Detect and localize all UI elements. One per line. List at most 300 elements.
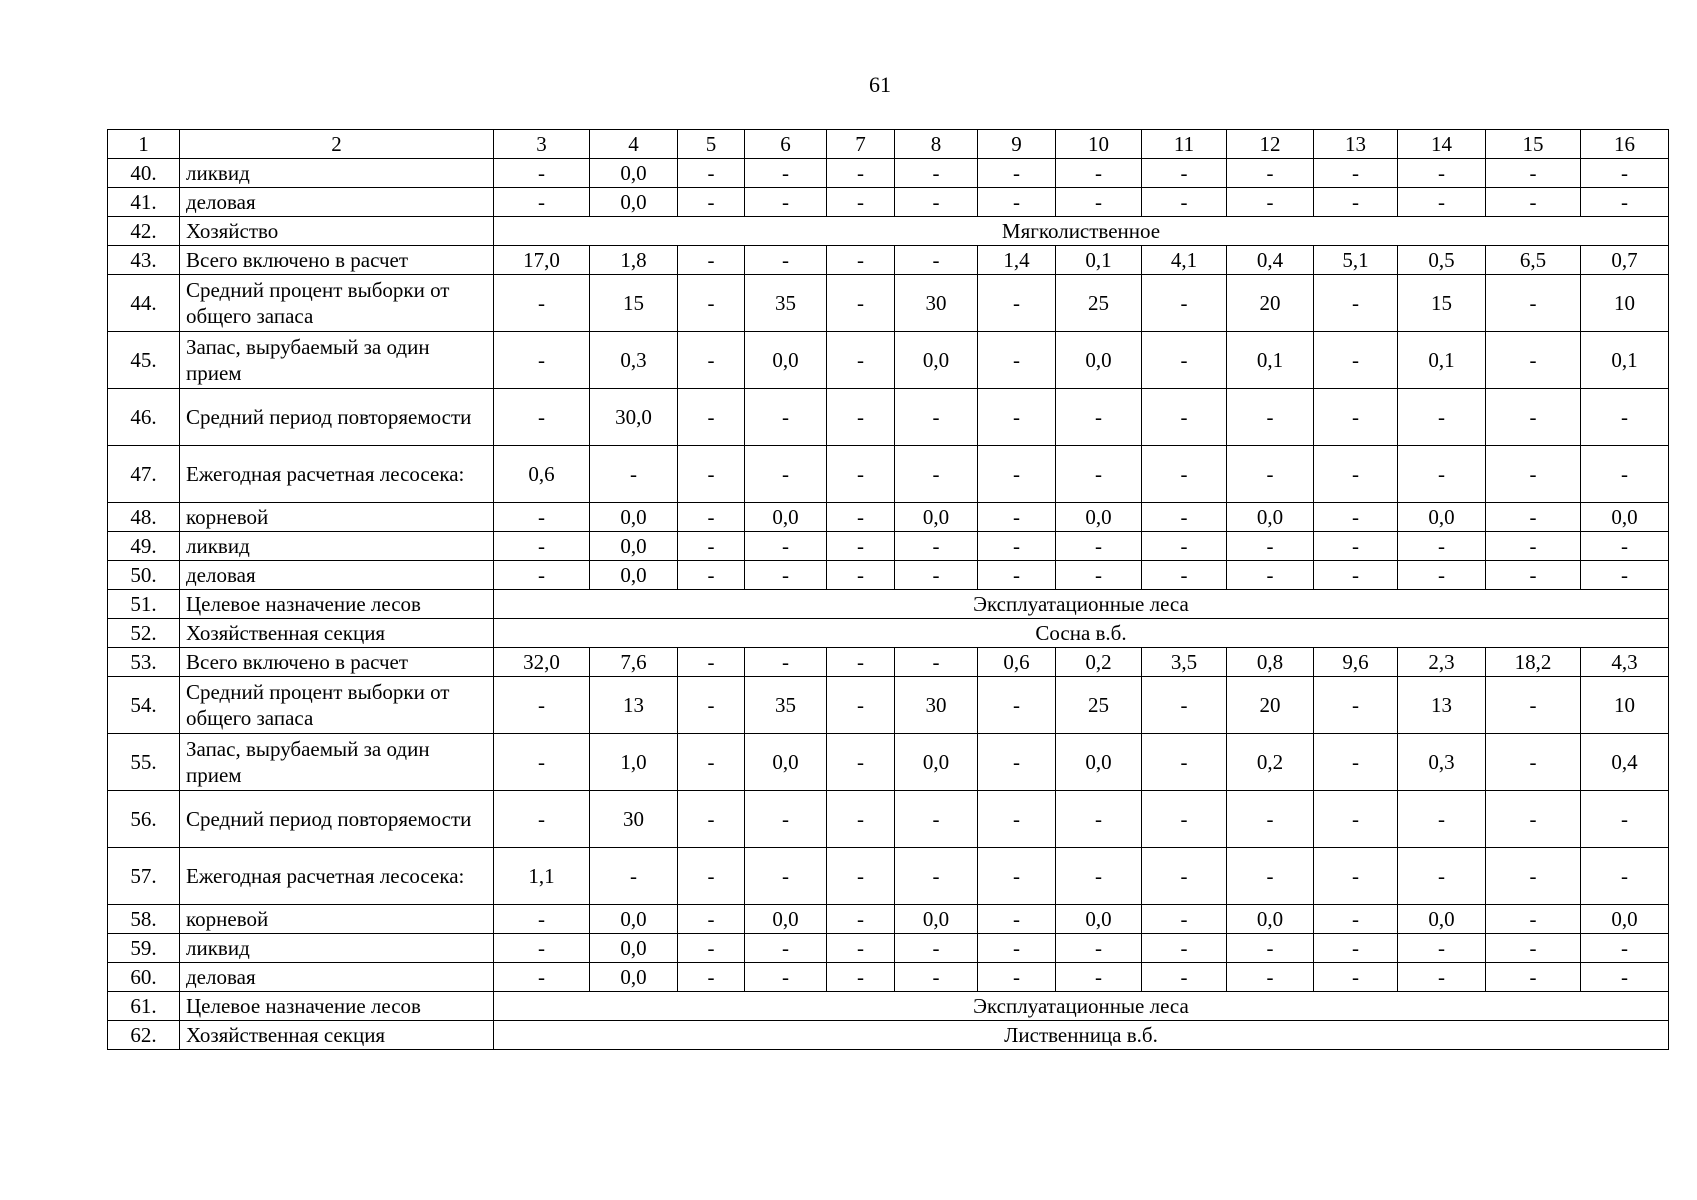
value-cell: 0,0	[590, 963, 678, 992]
value-cell: -	[1314, 561, 1398, 590]
column-number-cell: 8	[895, 130, 978, 159]
value-cell: -	[678, 791, 745, 848]
row-number-cell: 48.	[108, 503, 180, 532]
value-cell: 0,0	[590, 503, 678, 532]
value-cell: 17,0	[494, 246, 590, 275]
row-number-cell: 41.	[108, 188, 180, 217]
table-row	[108, 332, 1669, 389]
row-number-cell: 57.	[108, 848, 180, 905]
value-cell: -	[494, 734, 590, 791]
value-cell: -	[1486, 446, 1581, 503]
value-cell: -	[1314, 532, 1398, 561]
page-number: 61	[869, 72, 891, 97]
value-cell: 1,8	[590, 246, 678, 275]
value-cell: -	[494, 677, 590, 734]
section-header-row	[108, 590, 1669, 619]
value-cell: -	[1056, 561, 1142, 590]
value-cell: 0,0	[745, 332, 827, 389]
value-cell: 10	[1581, 275, 1669, 332]
value-cell: -	[1142, 848, 1227, 905]
value-cell: -	[827, 791, 895, 848]
row-number-cell: 54.	[108, 677, 180, 734]
value-cell: 9,6	[1314, 648, 1398, 677]
row-label-cell: Средний процент выборки от общего запаса	[180, 275, 494, 332]
value-cell: -	[978, 677, 1056, 734]
value-cell: -	[1056, 389, 1142, 446]
row-label-cell: корневой	[180, 503, 494, 532]
value-cell: -	[1314, 159, 1398, 188]
value-cell: 0,5	[1398, 246, 1486, 275]
table-row	[108, 734, 1669, 791]
row-label-cell: Целевое назначение лесов	[180, 992, 494, 1021]
row-label-cell: деловая	[180, 561, 494, 590]
value-cell: -	[1398, 561, 1486, 590]
table-row	[108, 532, 1669, 561]
table-row	[108, 677, 1669, 734]
value-cell: -	[1398, 963, 1486, 992]
row-number-cell: 49.	[108, 532, 180, 561]
row-number-cell: 46.	[108, 389, 180, 446]
value-cell: 35	[745, 275, 827, 332]
value-cell: -	[1486, 503, 1581, 532]
value-cell: -	[678, 848, 745, 905]
value-cell: 0,0	[590, 934, 678, 963]
section-value-cell: Сосна в.б.	[494, 619, 1669, 648]
value-cell: -	[1142, 791, 1227, 848]
value-cell: 0,0	[1056, 734, 1142, 791]
column-number-cell: 15	[1486, 130, 1581, 159]
row-number-cell: 61.	[108, 992, 180, 1021]
column-number-cell: 10	[1056, 130, 1142, 159]
value-cell: -	[1227, 446, 1314, 503]
value-cell: -	[978, 934, 1056, 963]
value-cell: -	[978, 848, 1056, 905]
value-cell: -	[1056, 446, 1142, 503]
value-cell: 1,4	[978, 246, 1056, 275]
value-cell: -	[978, 332, 1056, 389]
value-cell: -	[978, 734, 1056, 791]
value-cell: -	[1398, 188, 1486, 217]
column-number-cell: 1	[108, 130, 180, 159]
value-cell: 20	[1227, 275, 1314, 332]
value-cell: -	[1581, 159, 1669, 188]
value-cell: -	[1486, 848, 1581, 905]
value-cell: 0,0	[1056, 905, 1142, 934]
column-number-cell: 6	[745, 130, 827, 159]
value-cell: 0,0	[895, 905, 978, 934]
value-cell: -	[1142, 734, 1227, 791]
value-cell: -	[1486, 275, 1581, 332]
value-cell: 1,0	[590, 734, 678, 791]
table-row	[108, 188, 1669, 217]
value-cell: -	[1227, 188, 1314, 217]
table-row	[108, 963, 1669, 992]
value-cell: -	[978, 389, 1056, 446]
value-cell: -	[678, 561, 745, 590]
value-cell: -	[678, 963, 745, 992]
value-cell: 0,2	[1056, 648, 1142, 677]
value-cell: -	[895, 934, 978, 963]
value-cell: -	[1142, 332, 1227, 389]
value-cell: -	[1227, 791, 1314, 848]
value-cell: 0,0	[895, 734, 978, 791]
value-cell: -	[1227, 159, 1314, 188]
value-cell: -	[1398, 159, 1486, 188]
column-number-cell: 3	[494, 130, 590, 159]
value-cell: 0,0	[745, 734, 827, 791]
value-cell: -	[1314, 188, 1398, 217]
column-number-cell: 12	[1227, 130, 1314, 159]
value-cell: -	[745, 934, 827, 963]
value-cell: 0,0	[1227, 503, 1314, 532]
value-cell: -	[1056, 532, 1142, 561]
value-cell: 5,1	[1314, 246, 1398, 275]
value-cell: -	[827, 275, 895, 332]
value-cell: -	[895, 532, 978, 561]
row-number-cell: 44.	[108, 275, 180, 332]
value-cell: -	[895, 246, 978, 275]
column-number-cell: 2	[180, 130, 494, 159]
value-cell: -	[1056, 188, 1142, 217]
value-cell: 1,1	[494, 848, 590, 905]
value-cell: 0,1	[1227, 332, 1314, 389]
value-cell: -	[1227, 532, 1314, 561]
row-label-cell: ликвид	[180, 159, 494, 188]
value-cell: -	[1581, 389, 1669, 446]
table-row	[108, 791, 1669, 848]
value-cell: -	[1398, 934, 1486, 963]
value-cell: -	[745, 791, 827, 848]
table-row	[108, 389, 1669, 446]
value-cell: -	[590, 848, 678, 905]
value-cell: 0,0	[1581, 905, 1669, 934]
column-number-cell: 13	[1314, 130, 1398, 159]
column-number-header-row	[108, 130, 1669, 159]
column-number-cell: 11	[1142, 130, 1227, 159]
value-cell: -	[827, 677, 895, 734]
value-cell: -	[1142, 677, 1227, 734]
value-cell: -	[827, 648, 895, 677]
value-cell: -	[978, 532, 1056, 561]
value-cell: -	[1314, 734, 1398, 791]
forest-data-table	[107, 129, 1669, 1050]
value-cell: 0,0	[1056, 332, 1142, 389]
value-cell: -	[494, 791, 590, 848]
row-number-cell: 50.	[108, 561, 180, 590]
value-cell: -	[895, 159, 978, 188]
row-number-cell: 45.	[108, 332, 180, 389]
value-cell: 10	[1581, 677, 1669, 734]
value-cell: 0,0	[1581, 503, 1669, 532]
value-cell: -	[1486, 159, 1581, 188]
row-number-cell: 60.	[108, 963, 180, 992]
value-cell: -	[1314, 677, 1398, 734]
section-value-cell: Эксплуатационные леса	[494, 992, 1669, 1021]
value-cell: -	[745, 246, 827, 275]
value-cell: -	[1314, 934, 1398, 963]
value-cell: -	[678, 389, 745, 446]
value-cell: 30	[895, 677, 978, 734]
row-number-cell: 43.	[108, 246, 180, 275]
column-number-cell: 7	[827, 130, 895, 159]
section-header-row	[108, 217, 1669, 246]
value-cell: -	[1581, 848, 1669, 905]
value-cell: -	[678, 188, 745, 217]
value-cell: 7,6	[590, 648, 678, 677]
value-cell: -	[678, 446, 745, 503]
value-cell: 0,0	[1056, 503, 1142, 532]
row-label-cell: Средний период повторяемости	[180, 389, 494, 446]
value-cell: -	[1398, 791, 1486, 848]
value-cell: -	[978, 446, 1056, 503]
value-cell: -	[895, 648, 978, 677]
value-cell: 32,0	[494, 648, 590, 677]
value-cell: -	[1314, 275, 1398, 332]
value-cell: -	[678, 905, 745, 934]
value-cell: -	[1142, 934, 1227, 963]
value-cell: 0,4	[1227, 246, 1314, 275]
value-cell: -	[1581, 446, 1669, 503]
table-row	[108, 648, 1669, 677]
table-row	[108, 503, 1669, 532]
section-header-row	[108, 619, 1669, 648]
row-label-cell: Хозяйственная секция	[180, 619, 494, 648]
row-label-cell: корневой	[180, 905, 494, 934]
row-number-cell: 59.	[108, 934, 180, 963]
value-cell: -	[827, 159, 895, 188]
value-cell: 15	[590, 275, 678, 332]
value-cell: 0,0	[1398, 905, 1486, 934]
value-cell: -	[494, 275, 590, 332]
row-number-cell: 51.	[108, 590, 180, 619]
value-cell: -	[1227, 848, 1314, 905]
value-cell: -	[1056, 159, 1142, 188]
row-label-cell: Всего включено в расчет	[180, 648, 494, 677]
value-cell: -	[1314, 446, 1398, 503]
value-cell: -	[1486, 905, 1581, 934]
row-label-cell: Хозяйственная секция	[180, 1021, 494, 1050]
value-cell: 0,0	[895, 503, 978, 532]
row-label-cell: Ежегодная расчетная лесосека:	[180, 446, 494, 503]
value-cell: -	[978, 905, 1056, 934]
column-number-cell: 5	[678, 130, 745, 159]
section-value-cell: Мягколиственное	[494, 217, 1669, 246]
row-label-cell: деловая	[180, 963, 494, 992]
value-cell: -	[1581, 963, 1669, 992]
value-cell: -	[494, 332, 590, 389]
value-cell: -	[978, 188, 1056, 217]
value-cell: -	[1581, 791, 1669, 848]
value-cell: -	[827, 446, 895, 503]
value-cell: 0,0	[590, 159, 678, 188]
value-cell: -	[1314, 905, 1398, 934]
row-label-cell: Всего включено в расчет	[180, 246, 494, 275]
value-cell: -	[1486, 532, 1581, 561]
value-cell: -	[745, 446, 827, 503]
row-label-cell: Средний период повторяемости	[180, 791, 494, 848]
value-cell: -	[1486, 734, 1581, 791]
row-label-cell: ликвид	[180, 532, 494, 561]
value-cell: -	[678, 332, 745, 389]
value-cell: -	[1142, 503, 1227, 532]
value-cell: -	[1142, 446, 1227, 503]
value-cell: 0,0	[895, 332, 978, 389]
row-label-cell: Запас, вырубаемый за один прием	[180, 734, 494, 791]
value-cell: -	[494, 934, 590, 963]
value-cell: -	[590, 446, 678, 503]
value-cell: -	[1142, 159, 1227, 188]
value-cell: -	[745, 963, 827, 992]
value-cell: -	[1314, 791, 1398, 848]
value-cell: -	[1314, 503, 1398, 532]
section-header-row	[108, 1021, 1669, 1050]
value-cell: -	[895, 389, 978, 446]
value-cell: 35	[745, 677, 827, 734]
value-cell: -	[1056, 934, 1142, 963]
row-number-cell: 52.	[108, 619, 180, 648]
section-value-cell: Эксплуатационные леса	[494, 590, 1669, 619]
value-cell: 0,0	[745, 503, 827, 532]
value-cell: 30	[895, 275, 978, 332]
column-number-cell: 4	[590, 130, 678, 159]
value-cell: -	[1314, 332, 1398, 389]
value-cell: -	[1227, 561, 1314, 590]
column-number-cell: 14	[1398, 130, 1486, 159]
value-cell: 0,1	[1398, 332, 1486, 389]
row-number-cell: 58.	[108, 905, 180, 934]
value-cell: -	[1486, 791, 1581, 848]
value-cell: 0,3	[590, 332, 678, 389]
value-cell: -	[827, 734, 895, 791]
value-cell: 13	[590, 677, 678, 734]
value-cell: 0,0	[590, 561, 678, 590]
value-cell: -	[678, 934, 745, 963]
row-label-cell: деловая	[180, 188, 494, 217]
value-cell: 18,2	[1486, 648, 1581, 677]
value-cell: -	[494, 389, 590, 446]
value-cell: -	[978, 561, 1056, 590]
value-cell: -	[1142, 275, 1227, 332]
section-value-cell: Лиственница в.б.	[494, 1021, 1669, 1050]
row-number-cell: 62.	[108, 1021, 180, 1050]
row-number-cell: 42.	[108, 217, 180, 246]
value-cell: -	[978, 963, 1056, 992]
value-cell: -	[678, 677, 745, 734]
table-row	[108, 905, 1669, 934]
value-cell: 0,1	[1056, 246, 1142, 275]
value-cell: 20	[1227, 677, 1314, 734]
value-cell: -	[745, 532, 827, 561]
value-cell: -	[1314, 389, 1398, 446]
value-cell: 2,3	[1398, 648, 1486, 677]
value-cell: -	[678, 503, 745, 532]
column-number-cell: 9	[978, 130, 1056, 159]
value-cell: -	[1142, 905, 1227, 934]
value-cell: 25	[1056, 275, 1142, 332]
value-cell: -	[678, 275, 745, 332]
value-cell: -	[745, 648, 827, 677]
value-cell: -	[1486, 389, 1581, 446]
value-cell: -	[827, 905, 895, 934]
value-cell: -	[1227, 963, 1314, 992]
value-cell: -	[745, 188, 827, 217]
value-cell: -	[1486, 934, 1581, 963]
value-cell: -	[1227, 934, 1314, 963]
value-cell: 0,0	[590, 532, 678, 561]
value-cell: -	[895, 188, 978, 217]
value-cell: -	[1398, 532, 1486, 561]
row-number-cell: 55.	[108, 734, 180, 791]
value-cell: 13	[1398, 677, 1486, 734]
value-cell: -	[827, 963, 895, 992]
table-row	[108, 848, 1669, 905]
row-label-cell: Целевое назначение лесов	[180, 590, 494, 619]
value-cell: -	[827, 532, 895, 561]
value-cell: 0,0	[1227, 905, 1314, 934]
row-number-cell: 47.	[108, 446, 180, 503]
table-row	[108, 159, 1669, 188]
row-number-cell: 56.	[108, 791, 180, 848]
value-cell: -	[678, 648, 745, 677]
value-cell: -	[494, 503, 590, 532]
value-cell: -	[1142, 389, 1227, 446]
row-label-cell: Запас, вырубаемый за один прием	[180, 332, 494, 389]
value-cell: -	[1142, 963, 1227, 992]
value-cell: 6,5	[1486, 246, 1581, 275]
value-cell: -	[827, 332, 895, 389]
value-cell: 3,5	[1142, 648, 1227, 677]
row-number-cell: 53.	[108, 648, 180, 677]
value-cell: -	[1581, 934, 1669, 963]
table-body	[108, 130, 1669, 1050]
value-cell: 0,3	[1398, 734, 1486, 791]
value-cell: 25	[1056, 677, 1142, 734]
value-cell: -	[895, 446, 978, 503]
value-cell: -	[1056, 848, 1142, 905]
row-number-cell: 40.	[108, 159, 180, 188]
value-cell: -	[745, 561, 827, 590]
value-cell: -	[745, 389, 827, 446]
value-cell: -	[1314, 963, 1398, 992]
value-cell: -	[1581, 561, 1669, 590]
value-cell: 0,4	[1581, 734, 1669, 791]
value-cell: 30,0	[590, 389, 678, 446]
value-cell: -	[494, 963, 590, 992]
value-cell: -	[978, 503, 1056, 532]
value-cell: -	[827, 246, 895, 275]
value-cell: 4,1	[1142, 246, 1227, 275]
value-cell: -	[1486, 677, 1581, 734]
value-cell: -	[895, 848, 978, 905]
value-cell: -	[827, 561, 895, 590]
value-cell: 0,8	[1227, 648, 1314, 677]
row-label-cell: ликвид	[180, 934, 494, 963]
value-cell: -	[978, 159, 1056, 188]
value-cell: -	[1142, 561, 1227, 590]
value-cell: 0,0	[745, 905, 827, 934]
value-cell: -	[1486, 332, 1581, 389]
value-cell: 0,0	[590, 188, 678, 217]
value-cell: -	[1056, 791, 1142, 848]
column-number-cell: 16	[1581, 130, 1669, 159]
value-cell: -	[1398, 446, 1486, 503]
value-cell: -	[678, 734, 745, 791]
value-cell: -	[827, 188, 895, 217]
value-cell: -	[1142, 532, 1227, 561]
value-cell: -	[1142, 188, 1227, 217]
value-cell: 30	[590, 791, 678, 848]
value-cell: -	[494, 532, 590, 561]
